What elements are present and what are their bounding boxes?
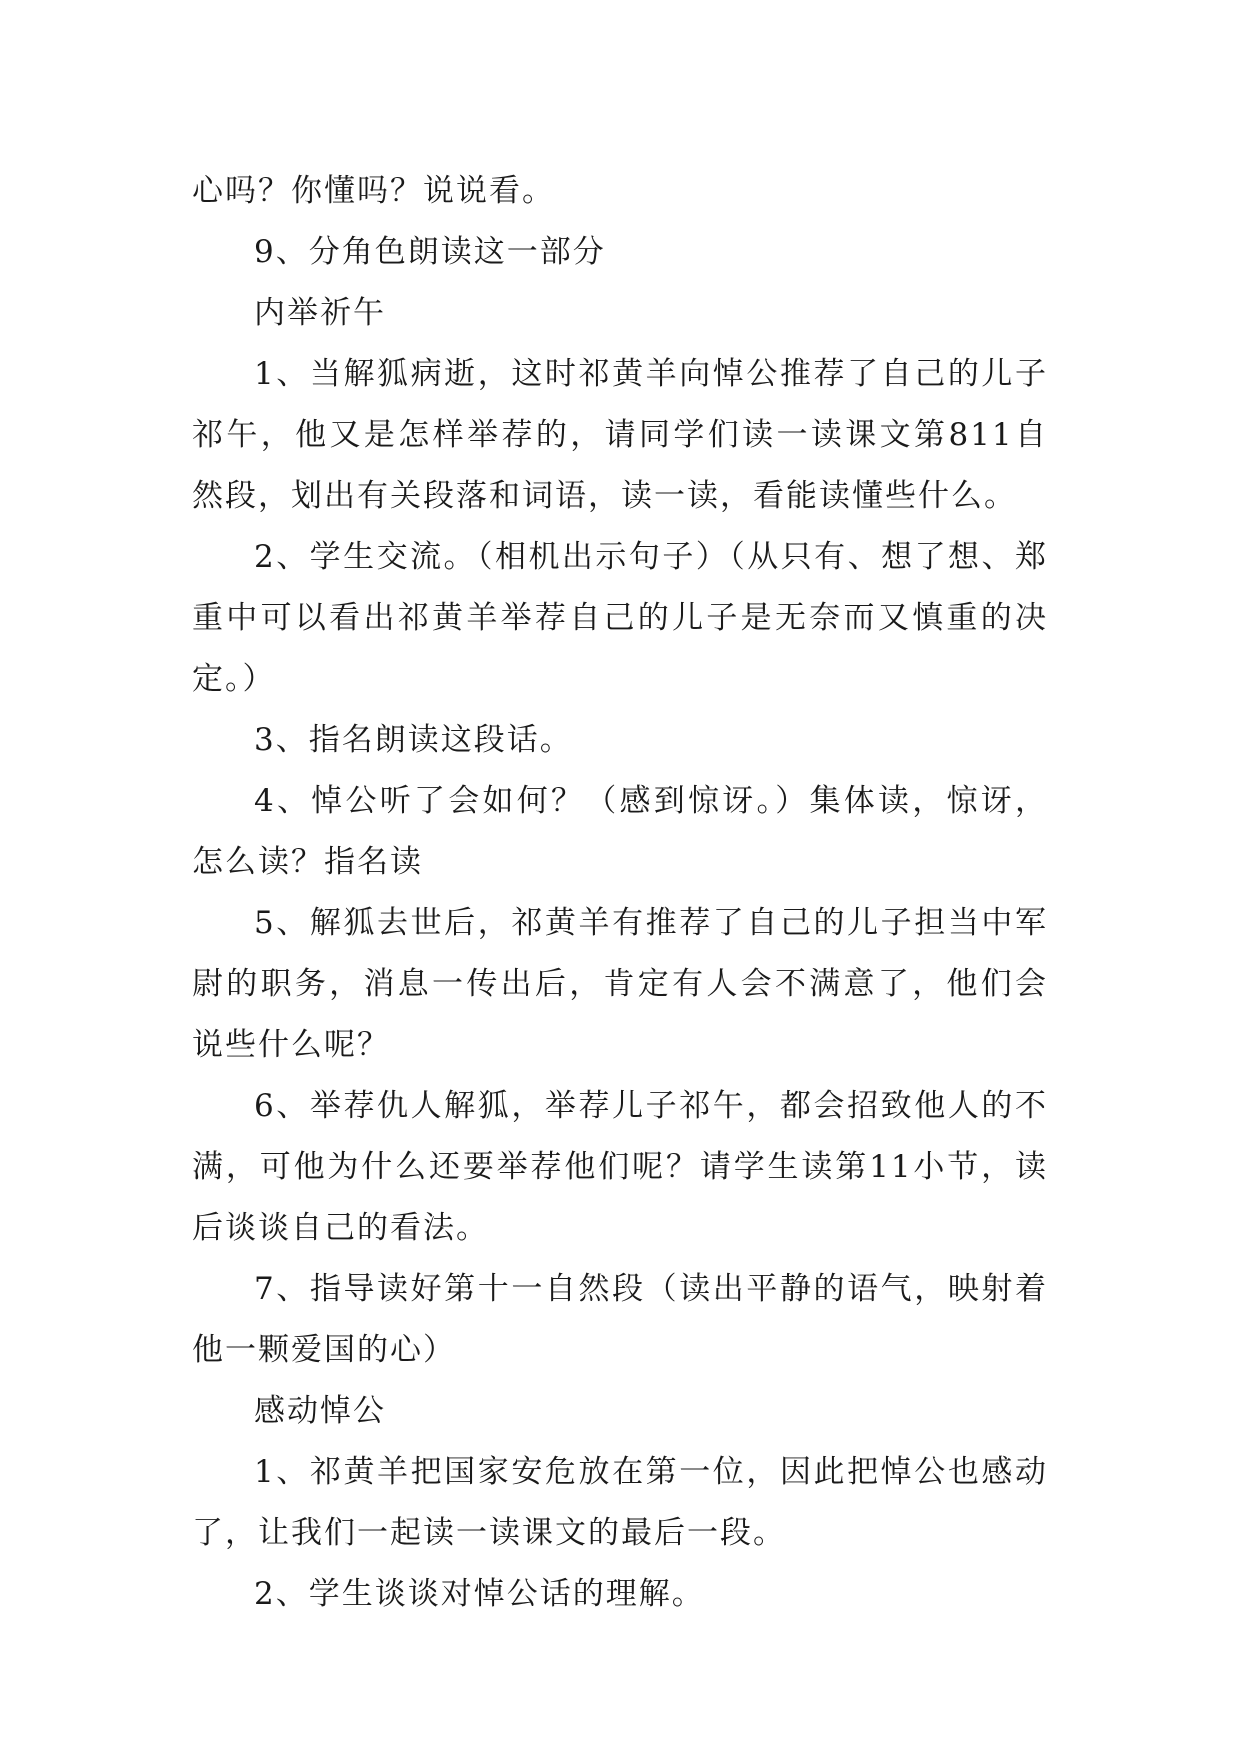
paragraph: 1、当解狐病逝，这时祁黄羊向悼公推荐了自己的儿子祁午，他又是怎样举荐的，请同学们读一读课文第811自然段，划出有关段落和词语，读一读，看能读懂些什么。	[192, 356, 1048, 514]
paragraph: 5、解狐去世后，祁黄羊有推荐了自己的儿子担当中军尉的职务，消息一传出后，肯定有人会不满意了，他们会说些什么呢？	[192, 905, 1048, 1063]
section-heading: 感动悼公	[254, 1393, 386, 1429]
document-body	[192, 161, 1048, 1625]
section-heading: 内举祈午	[254, 295, 386, 331]
paragraph: 6、举荐仇人解狐，举荐儿子祁午，都会招致他人的不满，可他为什么还要举荐他们呢？请学生读第11小节，读后谈谈自己的看法。	[192, 1088, 1048, 1246]
paragraph: 7、指导读好第十一自然段（读出平静的语气，映射着他一颗爱国的心）	[192, 1271, 1048, 1368]
paragraph: 2、学生交流。（相机出示句子）（从只有、想了想、郑重中可以看出祁黄羊举荐自己的儿子是无奈而又慎重的决定。）	[192, 539, 1048, 697]
paragraph: 4、悼公听了会如何？（感到惊讶。）集体读，惊讶，怎么读？指名读	[192, 783, 1048, 880]
paragraph: 3、指名朗读这段话。	[254, 722, 573, 758]
paragraph: 2、学生谈谈对悼公话的理解。	[254, 1576, 705, 1612]
paragraph: 心吗？你懂吗？说说看。	[192, 173, 555, 209]
paragraph: 1、祁黄羊把国家安危放在第一位，因此把悼公也感动了，让我们一起读一读课文的最后一段。	[192, 1454, 1048, 1551]
paragraph: 9、分角色朗读这一部分	[254, 234, 606, 270]
